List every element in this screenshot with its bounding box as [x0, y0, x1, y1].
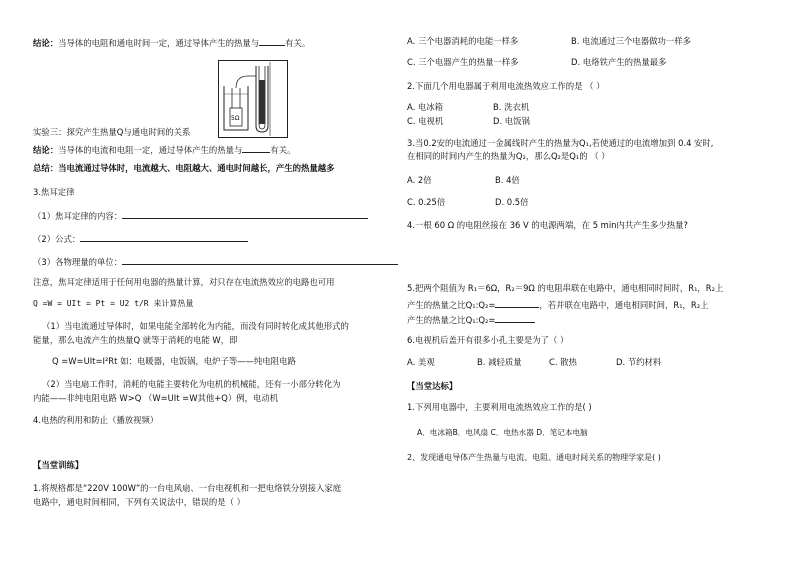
q3-option-a[interactable]: A. 2倍 — [407, 175, 432, 185]
paragraph-2-line-1: （2）当电扇工作时，消耗的电能主要转化为电机的机械能，还有一小部分转化为 — [42, 379, 341, 389]
summary — [33, 163, 335, 174]
conclusion-suffix: 有关。 — [270, 145, 296, 155]
experiment-3-title: 实验三：探究产生热量Q与通电时间的关系 — [33, 127, 191, 137]
q6-option-a[interactable]: A. 美观 — [407, 357, 435, 367]
answer-blank[interactable] — [495, 298, 539, 308]
conclusion-text: 当导体的电流和电阻一定，通过导体产生的热量与 — [58, 145, 243, 155]
answer-blank[interactable] — [242, 143, 270, 153]
joule-item-label: （3）各物理量的单位： — [33, 257, 123, 267]
q6-option-d[interactable]: D. 节约材料 — [616, 357, 662, 367]
resistor-label: 5Ω — [231, 115, 240, 122]
q5-text: ，若并联在电路中，通电相同时间，R₁，R₂上 — [539, 300, 709, 310]
q2-option-b[interactable]: B. 洗衣机 — [493, 102, 530, 112]
summary-text: 当电流通过导体时，电流越大、电阻越大、通电时间越长，产生的热量越多 — [58, 163, 335, 173]
answer-blank[interactable] — [122, 209, 368, 219]
q3-option-b[interactable]: B. 4倍 — [495, 175, 520, 185]
practice-title: 【当堂训练】 — [33, 460, 84, 470]
conclusion-label: 结论： — [33, 38, 59, 48]
q5-text: 产生的热量之比Q₁:Q₂= — [407, 300, 496, 310]
question-5-line-1: 5.把两个阻值为 R₁＝6Ω，R₂＝9Ω 的电阻串联在电路中，通电相同时间时，R₁，R₂上 — [407, 283, 724, 293]
paragraph-1-line-2: 能量，那么电流产生的热量Q 就等于消耗的电能 W，即 — [33, 335, 238, 345]
paragraph-2-line-2: 内能——非纯电阻电路 W>Q （W=UIt =W其他+Q）例，电动机 — [33, 393, 279, 403]
check-title: 【当堂达标】 — [407, 381, 458, 391]
experiment-figure — [218, 60, 288, 138]
q2-option-a[interactable]: A. 电冰箱 — [407, 102, 444, 112]
question-4: 4.一根 60 Ω 的电阻丝接在 36 V 的电源两端，在 5 min内共产生多少热量? — [407, 220, 688, 230]
note-text: 注意，焦耳定律适用于任何用电器的热量计算，对只存在电流热效应的电路也可用 — [33, 277, 335, 287]
answer-blank[interactable] — [259, 36, 285, 46]
answer-blank[interactable] — [495, 313, 535, 323]
heat-formula: Q =W = UIt = Pt = U2 t/R 来计算热量 — [33, 299, 194, 308]
conclusion-2 — [33, 143, 296, 156]
experiment-apparatus-diagram — [218, 60, 288, 138]
joule-item-units — [33, 255, 398, 268]
item-4: 4.电热的利用和防止（播放视频） — [33, 415, 159, 425]
summary-label: 总结： — [33, 163, 59, 173]
q5-text: 产生的热量之比Q₁:Q₂= — [407, 315, 496, 325]
question-3-line-1: 3.当0.2安的电流通过一金属线时产生的热量为Q₁,若使通过的电流增加到 0.4 安时, — [407, 138, 714, 148]
answer-blank[interactable] — [122, 255, 398, 265]
q6-option-c[interactable]: C. 散热 — [549, 357, 577, 367]
q3-option-c[interactable]: C. 0.25倍 — [407, 197, 446, 207]
question-5-line-2 — [407, 298, 708, 311]
q3-option-d[interactable]: D. 0.5倍 — [495, 197, 529, 207]
paragraph-1-line-1: （1）当电流通过导体时，如果电能全部转化为内能，而没有同时转化成其他形式的 — [42, 321, 349, 331]
joule-item-label: （2）公式： — [33, 234, 81, 244]
check-question-1: 1.下列用电器中，主要利用电流热效应工作的是( ) — [407, 402, 592, 412]
q1-option-c[interactable]: C. 三个电器产生的热量一样多 — [407, 57, 519, 67]
question-2: 2.下面几个用电器属于利用电流热效应工作的是 （ ） — [407, 81, 605, 91]
joule-item-content — [33, 209, 368, 222]
q1-option-a[interactable]: A. 三个电器消耗的电能一样多 — [407, 36, 519, 46]
question-6: 6.电视机后盖开有很多小孔主要是为了（ ） — [407, 335, 569, 345]
paragraph-1-line-3: Q =W=UIt=I²Rt 如：电暖器，电饭锅，电炉子等——纯电阻电路 — [52, 356, 296, 366]
conclusion-text: 当导体的电阻和通电时间一定，通过导体产生的热量与 — [58, 38, 260, 48]
question-1-line-1: 1.将规格都是“220V 100W”的一台电风扇、一台电视机和一把电烙铁分别接入家庭 — [33, 483, 342, 493]
q2-option-c[interactable]: C. 电视机 — [407, 116, 444, 126]
answer-blank[interactable] — [80, 232, 248, 242]
q1-option-d[interactable]: D. 电烙铁产生的热量最多 — [571, 57, 667, 67]
conclusion-label: 结论： — [33, 145, 59, 155]
check-question-1-options[interactable]: A．电冰箱B．电风扇 C．电热水器 D．笔记本电脑 — [417, 428, 588, 437]
conclusion-1 — [33, 36, 310, 49]
question-3-line-2: 在相同的时间内产生的热量为Q₂，那么Q₂是Q₁的 （ ） — [407, 151, 610, 161]
q1-option-b[interactable]: B. 电流通过三个电器做功一样多 — [571, 36, 691, 46]
right-column — [397, 0, 794, 561]
joule-law-title: 3.焦耳定律 — [33, 187, 75, 197]
q6-option-b[interactable]: B. 减轻质量 — [477, 357, 522, 367]
check-question-2: 2、发现通电导体产生热量与电流、电阻、通电时间关系的物理学家是( ) — [407, 453, 661, 462]
question-1-line-2: 电路中，通电时间相同，下列有关说法中，错误的是（ ） — [33, 497, 246, 507]
joule-item-formula — [33, 232, 248, 245]
conclusion-suffix: 有关。 — [285, 38, 311, 48]
joule-item-label: （1）焦耳定律的内容： — [33, 211, 123, 221]
q2-option-d[interactable]: D. 电饭锅 — [493, 116, 530, 126]
question-5-line-3 — [407, 313, 535, 326]
